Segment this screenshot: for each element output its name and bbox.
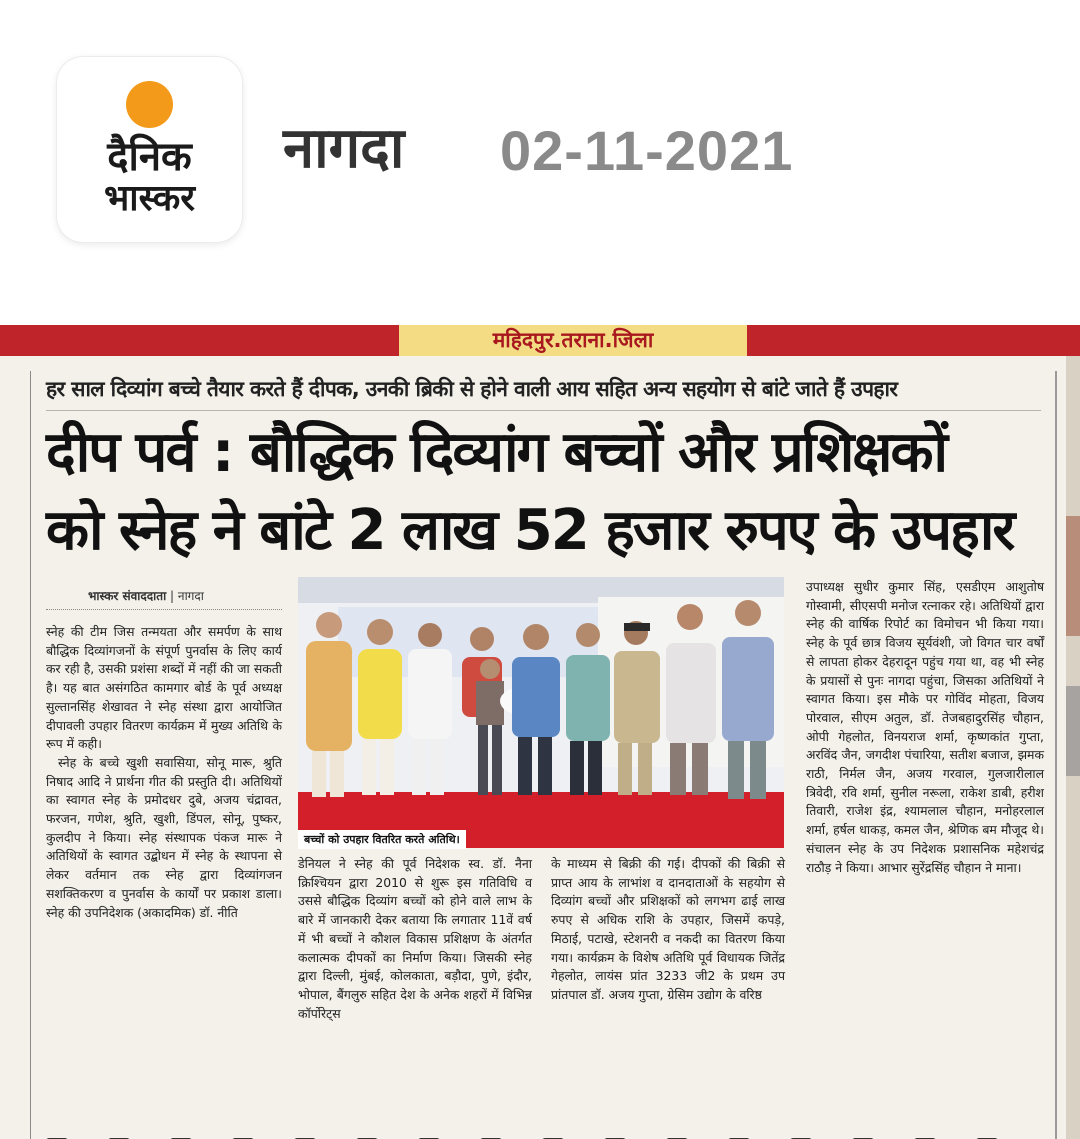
article-byline: भास्कर संवाददाता | नागदा [88, 589, 204, 603]
photo-caption: बच्चों को उपहार वितरित करते अतिथि। [298, 830, 466, 849]
divider [46, 609, 282, 610]
article-column-2 [298, 855, 532, 1139]
article-column-1 [46, 623, 282, 1139]
section-label: महिदपुर.तराना.जिला [399, 325, 747, 356]
column-rule [30, 371, 31, 1139]
logo-text-line2: भास्कर [103, 178, 195, 219]
paragraph: डेनियल ने स्नेह की पूर्व निदेशक स्व. डॉ. नैना क्रिश्चियन द्वारा 2010 से शुरू इस गतिविधि व उससे बौद्धिक दिव्यांग बच्चों को होने वाले लाभ के बारे में जानकारी देकर बताया कि लगातार 11वें वर्ष में भी बच्चों ने कौशल विकास प्रशिक्षण के अंतर्गत कलात्मक दीपकों का निर्माण किया। जिसकी स्नेह द्वारा दिल्ली, मुंबई, कोलकाता, बड़ौदा, पुणे, इंदौर, भोपाल, बैंगलुरु सहित देश के अनेक शहरों में विभिन्न कॉर्पोरेट्स [298, 856, 532, 1021]
cut-off-next-headline [46, 1131, 1041, 1139]
divider [46, 410, 1041, 411]
edition-date: 02-11-2021 [500, 119, 794, 182]
paragraph: के माध्यम से बिक्री की गई। दीपकों की बिक्री से प्राप्त आय के लाभांश व दानदाताओं के सहयोग से दिव्यांग बच्चों और प्रशिक्षकों को लगभग ढाई लाख रुपए से अधिक राशि के उपहार, जिसमें कपड़े, मिठाई, पटाखे, स्टेशनरी व नकदी का वितरण किया गया। कार्यक्रम के विशेष अतिथि पूर्व विधायक जितेंद्र गेहलोत, लायंस प्रांत 3233 जी2 के प्रथम उप प्रांतपाल डॉ. अजय गुप्ता, ग्रेसिम उद्योग के वरिष्ठ [551, 856, 785, 1002]
paragraph: उपाध्यक्ष सुधीर कुमार सिंह, एसडीएम आशुतोष गोस्वामी, सीएसपी मनोज रत्नाकर रहे। अतिथियों द्वारा स्नेह की वार्षिक रिपोर्ट का विमोचन भी किया गया। स्नेह के पूर्व छात्र विजय सूर्यवंशी, जो विगत चार वर्षों से लापता होकर देहरादून पहुंच गया था, वह भी स्नेह के प्रयासों से पुनः नागदा पहुंचा, जिसका अतिथियों ने स्वागत किया। इस मौके पर गोविंद मोहता, विजय पोरवाल, सीएम अतुल, डॉ. तेजबहादुरसिंह चौहान, ओपी गेहलोत, विनयराज शर्मा, कृष्णकांत गुप्ता, अरविंद जैन, जगदीश पंचारिया, सतीश बजाज, झमक राठी, निर्मल जैन, अजय गरवाल, गुलजारीलाल त्रिवेदी, रवि शर्मा, सुनील नरूला, राकेश डाबी, हरीश तिवारी, राजेश इंद्र, श्यामलाल चौहान, मनोहरलाल शर्मा, हर्षल धाकड़, कमल जैन, श्रेणिक बम मौजूद थे। संचालन स्नेह के उप निदेशक प्रशासनिक महेशचंद्र राठौड़ ने किया। आभार सुरेंद्रसिंह चौहान ने माना। [806, 579, 1044, 875]
article-headline-line2: को स्नेह ने बांटे 2 लाख 52 हजार रुपए के उपहार [46, 498, 1014, 563]
paragraph: स्नेह के बच्चे खुशी सवासिया, सोनू मारू, श्रुति निषाद आदि ने प्रार्थना गीत की प्रस्तुति दी। अतिथियों का स्वागत स्नेह के प्रमोदधर दुबे, अजय चंद्रावत, फरजन, गणेश, श्रुति, खुशी, डिंपल, सोनू, पुष्कर, कुलदीप ने किया। स्नेह संस्थापक पंकज मारू ने अतिथियों के स्वागत उद्बोधन में स्नेह के स्थापना से लेकर वर्तमान तक स्नेह द्वारा दिव्यांगजन सशक्तिकरण व पुनर्वास के कार्यों पर प्रकाश डाला। स्नेह की उपनिदेशक (अकादमिक) डॉ. नीति [46, 754, 282, 920]
byline-place: नागदा [177, 589, 204, 603]
logo-text-line1: दैनिक [107, 134, 192, 180]
event-photo-illustration [298, 577, 784, 848]
article-kicker: हर साल दिव्यांग बच्चे तैयार करते हैं दीपक, उनकी ब्रिकी से होने वाली आय सहित अन्य सहयोग से बांटे जाते हैं उपहार [46, 377, 898, 401]
share-header [0, 0, 1080, 325]
article-column-3 [551, 855, 785, 1139]
adjacent-page-strip [1066, 356, 1080, 1139]
byline-name: भास्कर संवाददाता [88, 589, 167, 603]
article-column-4 [806, 578, 1044, 1139]
article-headline-line1: दीप पर्व : बौद्धिक दिव्यांग बच्चों और प्रशिक्षकों [46, 420, 946, 485]
dainik-bhaskar-logo[interactable] [57, 57, 242, 242]
newspaper-clipping [0, 325, 1080, 1139]
column-rule [1055, 371, 1057, 1139]
edition-city: नागदा [283, 116, 405, 181]
paragraph: स्नेह की टीम जिस तन्मयता और समर्पण के साथ बौद्धिक दिव्यांगजनों के संपूर्ण पुनर्वास के लिए कार्य कर रही है, उसकी प्रशंसा शब्दों में नहीं की जा सकती है। यह बात असंगठित कामगार बोर्ड के पूर्व अध्यक्ष सुल्तानसिंह शेखावत ने स्नेह संस्था द्वारा आयोजित दीपावली उपहार वितरण कार्यक्रम में मुख्य अतिथि के रूप में कही। [46, 624, 282, 752]
event-photo[interactable] [298, 577, 784, 848]
sun-logo-icon [126, 81, 173, 128]
